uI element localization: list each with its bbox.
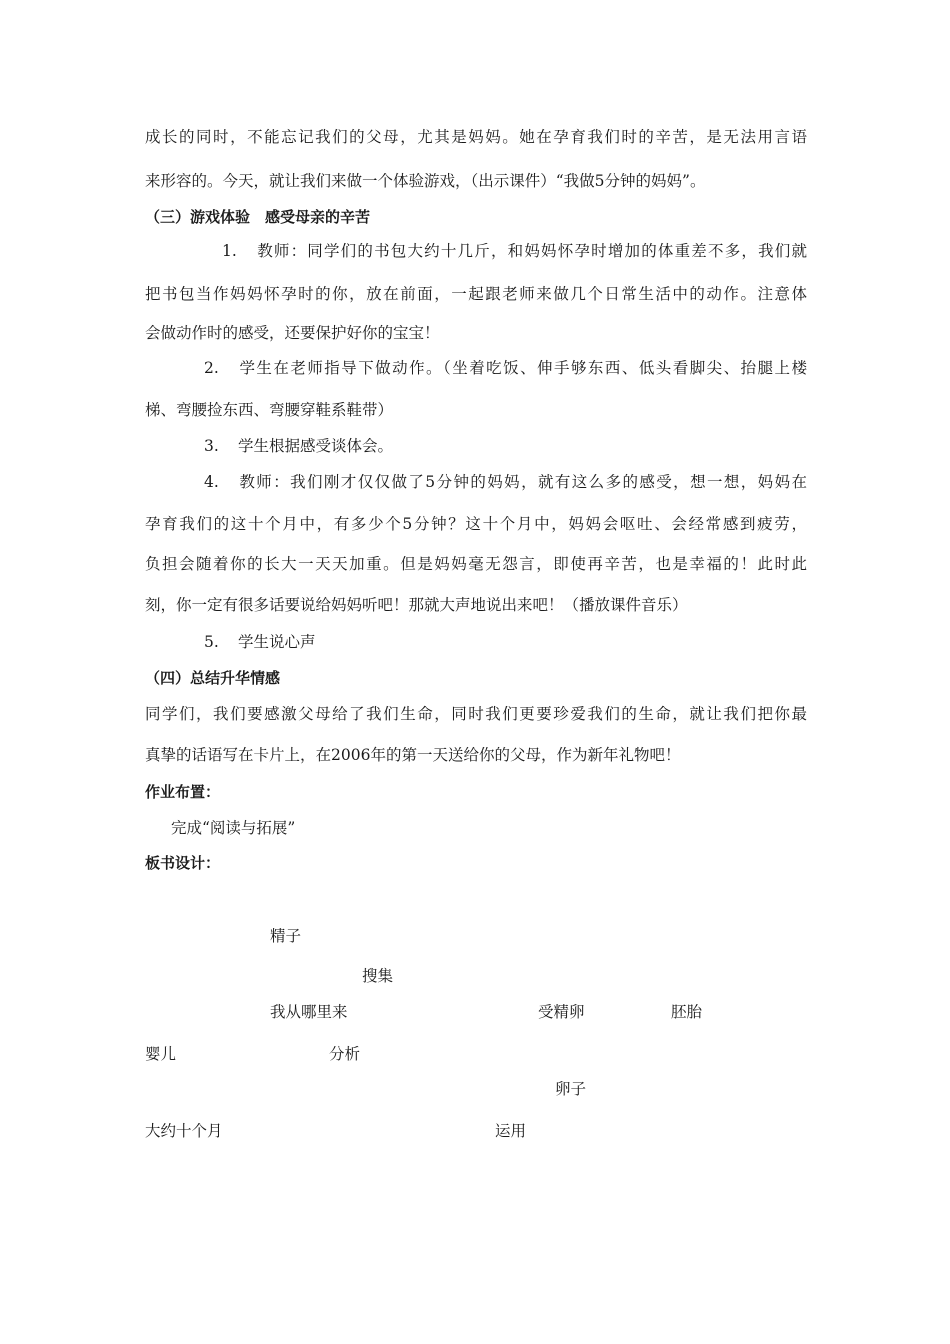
item-1-number: 1. [222,242,237,260]
board-word-egg: 卵子 [555,1080,587,1098]
item-3-number: 3. [204,437,219,455]
board-heading: 板书设计： [145,854,221,872]
intro-line-2: 来形容的。今天，就让我们来做一个体验游戏，（出示课件）“我做5分钟的妈妈”。 [145,172,706,190]
item-4-line-2: 孕育我们的这十个月中，有多少个5分钟？这十个月中，妈妈会呕吐、会经常感到疲劳， [145,515,807,533]
intro-line-1: 成长的同时，不能忘记我们的父母，尤其是妈妈。她在孕育我们时的辛苦，是无法用言语 [145,128,807,146]
section-4-line-2: 真挚的话语写在卡片上，在2006年的第一天送给你的父母，作为新年礼物吧！ [145,746,681,764]
item-3-text: 学生根据感受谈体会。 [238,437,394,455]
homework-heading: 作业布置： [145,783,221,801]
item-1-text: 教师：同学们的书包大约十几斤，和妈妈怀孕时增加的体重差不多，我们就 [256,242,807,260]
item-4-text: 教师：我们刚才仅仅做了5分钟的妈妈，就有这么多的感受，想一想，妈妈在 [238,473,807,491]
item-1-line-1 [222,241,807,261]
board-word-apply: 运用 [495,1122,527,1140]
section-3-heading: （三）游戏体验 感受母亲的辛苦 [145,208,371,226]
board-word-zygote: 受精卵 [538,1003,585,1021]
item-1-line-3: 会做动作时的感受，还要保护好你的宝宝！ [145,324,440,342]
item-2-line-1 [204,358,807,378]
item-2-line-2: 梯、弯腰捡东西、弯腰穿鞋系鞋带） [145,401,394,419]
section-4-line-1: 同学们，我们要感激父母给了我们生命，同时我们更要珍爱我们的生命，就让我们把你最 [145,705,807,723]
board-word-ten-months: 大约十个月 [145,1122,223,1140]
item-4-number: 4. [204,473,219,491]
board-word-collect: 搜集 [362,967,394,985]
item-3-line-1 [204,436,393,456]
board-word-analyze: 分析 [329,1045,361,1063]
board-word-embryo: 胚胎 [671,1003,703,1021]
board-word-baby: 婴儿 [145,1045,177,1063]
item-4-line-1 [204,472,807,492]
board-title: 我从哪里来 [270,1003,348,1021]
item-4-line-3: 负担会随着你的长大一天天加重。但是妈妈毫无怨言，即使再辛苦，也是幸福的！此时此 [145,555,807,573]
board-word-sperm: 精子 [270,927,302,945]
item-1-line-2: 把书包当作妈妈怀孕时的你，放在前面，一起跟老师来做几个日常生活中的动作。注意体 [145,285,807,303]
item-4-line-4: 刻，你一定有很多话要说给妈妈听吧！那就大声地说出来吧！（播放课件音乐） [145,596,688,614]
item-5-line-1 [204,632,316,652]
item-2-text: 学生在老师指导下做动作。（坐着吃饭、伸手够东西、低头看脚尖、抬腿上楼 [238,359,807,377]
item-5-text: 学生说心声 [238,633,316,651]
item-2-number: 2. [204,359,219,377]
homework-content: 完成“阅读与拓展” [171,819,296,837]
section-4-heading: （四）总结升华情感 [145,669,281,687]
item-5-number: 5. [204,633,219,651]
